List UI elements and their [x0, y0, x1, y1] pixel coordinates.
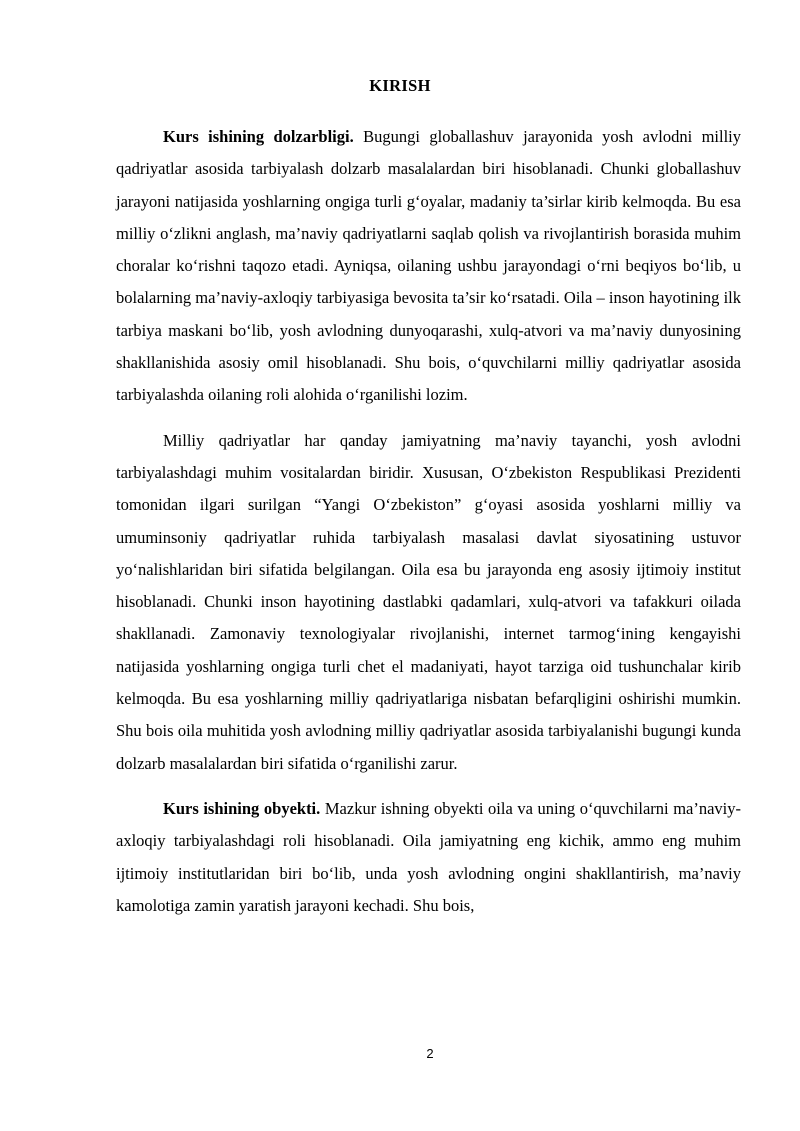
paragraph-text: Mazkur ishning obyekti oila va uning o‘quvchilarni ma’naviy-axloqiy tarbiyalashdagi roli hisoblanadi. Oila jamiyatning eng kichik, ammo eng muhim ijtimoiy institutlaridan biri bo‘lib, unda yosh avlodning ongini shakllantirish, ma’naviy kamolotiga zamin yaratish jarayoni kechadi. Shu bois,: [116, 798, 741, 915]
paragraph-lead: Kurs ishining dolzarbligi.: [163, 127, 354, 146]
paragraph-text: Bugungi globallashuv jarayonida yosh avlodni milliy qadriyatlar asosida tarbiyalash dolzarb masalalardan biri hisoblanadi. Chunki globallashuv jarayoni natijasida yoshlarning ongiga turli g‘oyalar, madaniy ta’sirlar kirib kelmoqda. Bu esa milliy o‘zlikni anglash, ma’naviy qadriyatlarni saqlab qolish va rivojlantirish borasida muhim choralar ko‘rishni taqozo etadi. Ayniqsa, oilaning ushbu jarayondagi o‘rni beqiyos bo‘lib, u bolalarning ma’naviy-axloqiy tarbiyasiga bevosita ta’sir ko‘rsatadi. Oila – inson hayotining ilk tarbiya maskani bo‘lib, yosh avlodning dunyoqarashi, xulq-atvori va ma’naviy dunyosining shakllanishida asosiy omil hisoblanadi. Shu bois, o‘quvchilarni milliy qadriyatlar asosida tarbiyalashda oilaning roli alohida o‘rganilishi lozim.: [116, 127, 741, 405]
section-heading: KIRISH: [369, 76, 431, 95]
paragraph-text: Milliy qadriyatlar har qanday jamiyatning ma’naviy tayanchi, yosh avlodni tarbiyalashdagi muhim vositalardan biridir. Xususan, O‘zbekiston Respublikasi Prezidenti tomonidan ilgari surilgan “Yangi O‘zbekiston” g‘oyasi asosida yoshlarni milliy va umuminsoniy qadriyatlar ruhida tarbiyalash masalasi davlat siyosatining ustuvor yo‘nalishlaridan biri sifatida belgilangan. Oila esa bu jarayonda eng asosiy ijtimoiy institut hisoblanadi. Chunki inson hayotining dastlabki qadamlari, xulq-atvori va tafakkuri oilada shakllanadi. Zamonaviy texnologiyalar rivojlanishi, internet tarmog‘ining kengayishi natijasida yoshlarning ongiga turli chet el madaniyati, hayot tarziga oid tushunchalar kirib kelmoqda. Bu esa yoshlarning milliy qadriyatlariga nisbatan befarqligini oshirishi mumkin. Shu bois oila muhitida yosh avlodning milliy qadriyatlar asosida tarbiyalanishi bugungi kunda dolzarb masalalardan biri sifatida o‘rganilishi zarur.: [116, 430, 741, 773]
page-number: 2: [426, 1046, 434, 1061]
paragraph-lead: Kurs ishining obyekti.: [163, 798, 321, 818]
paragraph-object: [116, 793, 741, 922]
paragraph-national-values: [116, 425, 741, 780]
paragraph-relevance: [116, 121, 741, 412]
document-body: [116, 121, 741, 935]
